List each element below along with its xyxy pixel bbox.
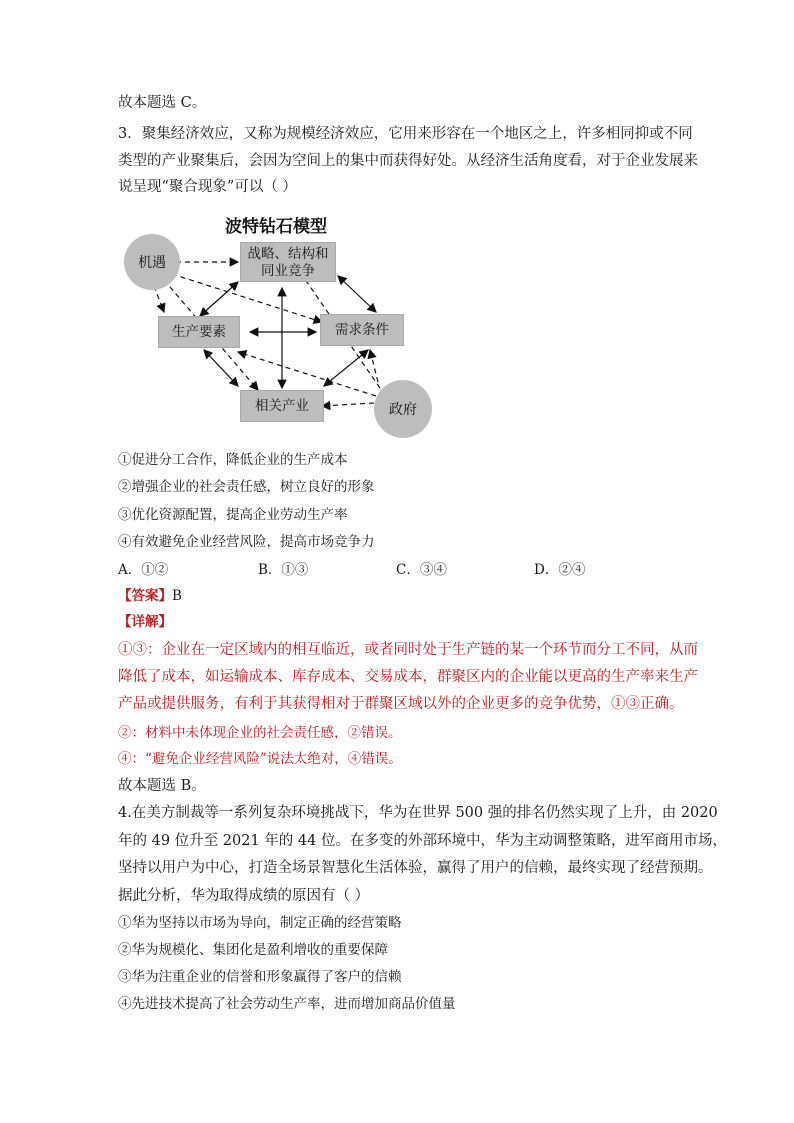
arrow-strategy-factors bbox=[200, 282, 238, 316]
q3-detail-tag: 【详解】 bbox=[118, 614, 172, 630]
q3-detail-line-1: ①③：企业在一定区域内的相互临近，或者同时处于生产链的某一个环节而分工不同，从而 bbox=[118, 642, 698, 658]
prev-conclusion: 故本题选 C。 bbox=[118, 95, 207, 111]
q3-option-d: D．②④ bbox=[534, 562, 586, 578]
arrow-government-demand bbox=[370, 350, 378, 382]
q4-stem-line-4: 据此分析，华为取得成绩的原因有（ ） bbox=[118, 888, 370, 904]
q4-stem-line-2: 年的 49 位升至 2021 年的 44 位。在多变的外部环境中，华为主动调整策略，进军商用市场， bbox=[118, 833, 727, 849]
q3-statement-2: ②增强企业的社会责任感，树立良好的形象 bbox=[118, 479, 375, 495]
q3-stem-line-2: 类型的产业聚集后，会因为空间上的集中而获得好处。从经济生活角度看，对于企业发展来 bbox=[118, 153, 698, 169]
arrow-demand-related bbox=[324, 350, 368, 386]
arrow-strategy-demand bbox=[338, 276, 376, 312]
q3-conclusion: 故本题选 B。 bbox=[118, 778, 206, 794]
answer-value: B bbox=[172, 588, 182, 604]
node-government bbox=[374, 380, 432, 438]
node-factors bbox=[158, 316, 240, 348]
arrow-factors-related bbox=[204, 350, 238, 386]
node-related-label: 相关产业 bbox=[255, 398, 309, 414]
q3-option-c: C．③④ bbox=[396, 562, 447, 578]
node-demand bbox=[320, 314, 404, 346]
q3-option-a: A．①② bbox=[118, 562, 169, 578]
q3-option-b: B．①③ bbox=[258, 562, 309, 578]
node-strategy bbox=[240, 242, 336, 282]
q4-statement-2: ②华为规模化、集团化是盈利增收的重要保障 bbox=[118, 942, 388, 958]
q3-statement-3: ③优化资源配置，提高企业劳动生产率 bbox=[118, 507, 348, 523]
q3-stem-line-1: 3．聚集经济效应，又称为规模经济效应，它用来形容在一个地区之上，许多相同抑或不同 bbox=[118, 126, 693, 142]
node-related bbox=[240, 390, 324, 422]
q3-detail-line-3: 产品或提供服务，有利于其获得相对于群聚区域以外的企业更多的竞争优势，①③正确。 bbox=[118, 696, 684, 712]
node-strategy-label-2: 同业竞争 bbox=[261, 263, 315, 279]
node-factors-label: 生产要素 bbox=[172, 324, 226, 340]
node-strategy-label-1: 战略、结构和 bbox=[247, 246, 329, 262]
q4-stem-line-1: 4.在美方制裁等一系列复杂环境挑战下，华为在世界 500 强的排名仍然实现了上升，由 2020 bbox=[118, 805, 718, 821]
q3-detail-line-2: 降低了成本，如运输成本、库存成本、交易成本，群聚区内的企业能以更高的生产率来生产 bbox=[118, 669, 698, 685]
q4-statement-4: ④先进技术提高了社会劳动生产率，进而增加商品价值量 bbox=[118, 996, 456, 1012]
node-opportunity bbox=[124, 234, 180, 290]
q3-detail-line-4: ②：材料中未体现企业的社会责任感，②错误。 bbox=[118, 725, 402, 741]
arrow-government-related bbox=[322, 403, 374, 406]
node-government-label: 政府 bbox=[389, 402, 417, 418]
q3-statement-1: ①促进分工合作，降低企业的生产成本 bbox=[118, 452, 348, 468]
arrow-opportunity-factors bbox=[154, 286, 164, 312]
q3-detail-line-5: ④：“避免企业经营风险”说法太绝对，④错误。 bbox=[118, 751, 402, 767]
q4-statement-3: ③华为注重企业的信誉和形象赢得了客户的信赖 bbox=[118, 969, 402, 985]
node-opportunity-label: 机遇 bbox=[138, 255, 166, 271]
q3-answer bbox=[118, 586, 182, 606]
node-demand-label: 需求条件 bbox=[335, 322, 389, 338]
diagram-title: 波特钻石模型 bbox=[225, 217, 327, 237]
q3-stem-line-3: 说呈现“聚合现象”可以（ ） bbox=[118, 179, 297, 195]
q4-stem-line-3: 坚持以用户为中心，打造全场景智慧化生活体验，赢得了用户的信赖，最终实现了经营预期。 bbox=[118, 860, 713, 876]
porter-diamond-diagram bbox=[120, 210, 420, 442]
q3-statement-4: ④有效避免企业经营风险，提高市场竞争力 bbox=[118, 534, 375, 550]
q4-statement-1: ①华为坚持以市场为导向，制定正确的经营策略 bbox=[118, 915, 402, 931]
answer-tag: 【答案】 bbox=[118, 588, 172, 604]
